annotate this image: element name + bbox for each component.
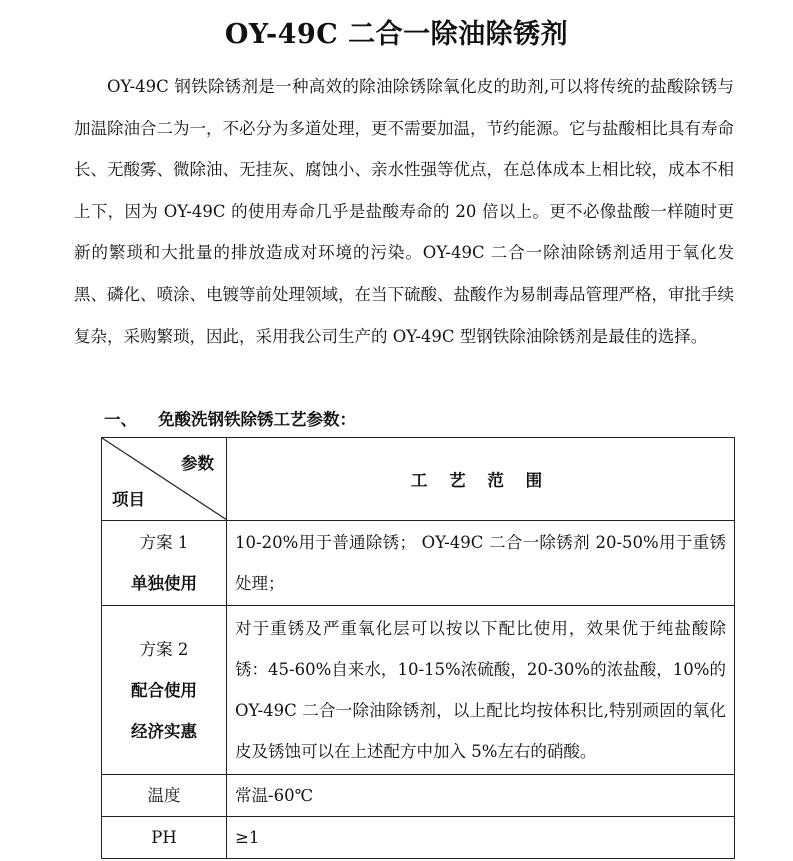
item-cell: PH (102, 817, 227, 859)
item-note: 经济实惠 (131, 721, 197, 741)
table-row (102, 775, 735, 817)
item-cell (102, 606, 227, 775)
table-header-row (102, 438, 735, 521)
diagonal-header-cell (102, 438, 227, 521)
range-cell: ≥1 (227, 817, 735, 859)
range-cell: 10-20%用于普通除锈； OY-49C 二合一除锈剂 20-50%用于重锈处理； (227, 521, 735, 606)
document-title: OY-49C 二合一除油除锈剂 (224, 19, 569, 50)
header-range-label: 工 艺 范 围 (227, 438, 735, 521)
process-parameters-table (101, 437, 735, 859)
range-cell: 对于重锈及严重氧化层可以按以下配比使用，效果优于纯盐酸除锈：45-60%自来水，10-15%浓硫酸，20-30%的浓盐酸，10%的 OY-49C 二合一除油除锈剂，以上配比均按体积比,特别顽固的氧化皮及锈蚀可以在上述配方中加入 5%左右的硝酸。 (227, 606, 735, 775)
intro-paragraph: OY-49C 钢铁除锈剂是一种高效的除油除锈除氧化皮的助剂,可以将传统的盐酸除锈与加温除油合二为一，不必分为多道处理，更不需要加温，节约能源。它与盐酸相比具有寿命长、无酸雾、微除油、无挂灰、腐蚀小、亲水性强等优点，在总体成本上相比较，成本不相上下，因为 OY-49C 的使用寿命几乎是盐酸寿命的 20 倍以上。更不必像盐酸一样随时更新的繁琐和大批量的排放造成对环境的污染。OY-49C 二合一除油除锈剂适用于氧化发黑、磷化、喷涂、电镀等前处理领域，在当下硫酸、盐酸作为易制毒品管理严格，审批手续复杂，采购繁琐，因此，采用我公司生产的 OY-49C 型钢铁除油除锈剂是最佳的选择。 (74, 77, 734, 346)
table-row (102, 521, 735, 606)
section-number: 一、 (104, 410, 137, 429)
table-row (102, 606, 735, 775)
section-title: 免酸洗钢铁除锈工艺参数： (158, 410, 356, 429)
item-cell (102, 521, 227, 606)
table-row (102, 817, 735, 859)
item-usage: 配合使用 (131, 680, 197, 700)
item-cell: 温度 (102, 775, 227, 817)
item-name: 方案 1 (139, 533, 189, 552)
range-cell: 常温-60℃ (227, 775, 735, 817)
section-heading (104, 406, 356, 430)
item-usage: 单独使用 (131, 574, 197, 593)
item-name: 方案 2 (139, 639, 189, 659)
header-item-label: 项目 (112, 490, 145, 509)
header-params-label: 参数 (181, 454, 214, 473)
